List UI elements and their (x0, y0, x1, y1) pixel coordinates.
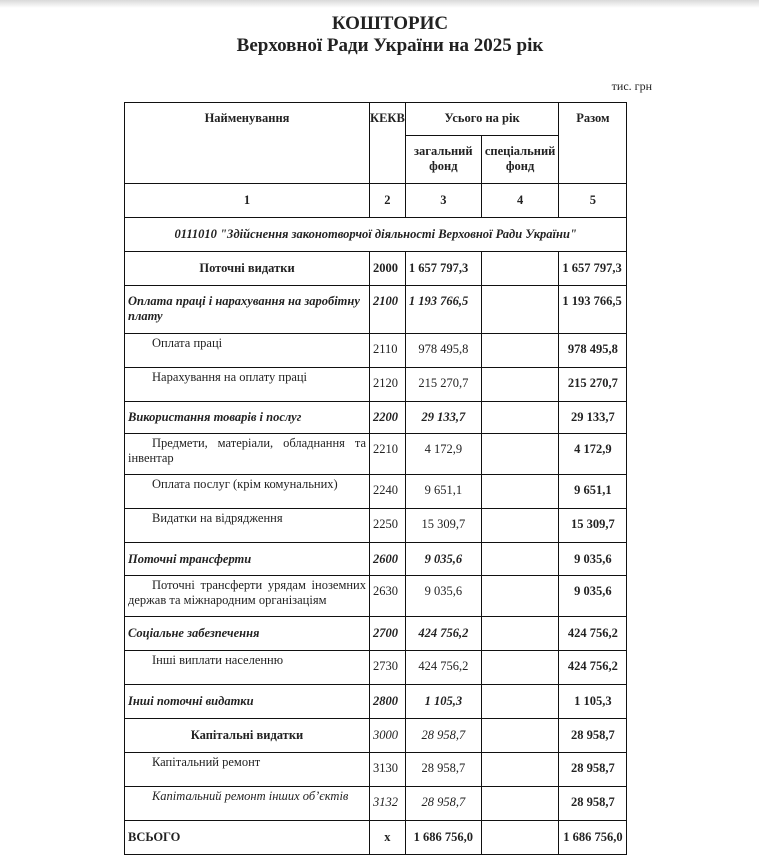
row-name: Інші поточні видатки (125, 685, 370, 719)
total-row (125, 821, 627, 855)
program-row (125, 218, 627, 252)
row-name: Капітальні видатки (125, 719, 370, 753)
table-row (125, 787, 627, 821)
table-row (125, 753, 627, 787)
column-numbers-row (125, 184, 627, 218)
row-name: Оплата праці і нарахування на заробітну плату (125, 286, 370, 334)
row-general: 28 958,7 (405, 719, 481, 753)
row-total: 9 035,6 (559, 576, 627, 617)
row-name: Поточні видатки (125, 252, 370, 286)
row-special (481, 753, 559, 787)
table-row (125, 617, 627, 651)
row-kekv: 2210 (370, 434, 406, 475)
table-row (125, 475, 627, 509)
row-special (481, 685, 559, 719)
total-special (481, 821, 559, 855)
row-general: 1 105,3 (405, 685, 481, 719)
row-kekv: 2700 (370, 617, 406, 651)
row-total: 28 958,7 (559, 753, 627, 787)
header-name: Найменування (125, 103, 370, 184)
row-name: Поточні трансферти урядам іноземних держав та міжнародним організаціям (125, 576, 370, 617)
header-row (125, 103, 627, 136)
row-name: Нарахування на оплату праці (125, 368, 370, 402)
row-name: Капітальний ремонт (125, 753, 370, 787)
header-general-fund: загальний фонд (405, 136, 481, 184)
colnum-2: 2 (370, 184, 406, 218)
row-general: 9 035,6 (405, 576, 481, 617)
row-general: 9 035,6 (405, 543, 481, 576)
row-general: 28 958,7 (405, 787, 481, 821)
row-general: 1 657 797,3 (405, 252, 481, 286)
row-total: 978 495,8 (559, 334, 627, 368)
row-kekv: 2800 (370, 685, 406, 719)
header-special-fund: спеціальний фонд (481, 136, 559, 184)
row-kekv: 2100 (370, 286, 406, 334)
row-name: Поточні трансферти (125, 543, 370, 576)
table-row (125, 543, 627, 576)
row-kekv: 2630 (370, 576, 406, 617)
table-row (125, 434, 627, 475)
row-special (481, 475, 559, 509)
row-general: 424 756,2 (405, 617, 481, 651)
row-special (481, 787, 559, 821)
row-kekv: 2110 (370, 334, 406, 368)
row-special (481, 334, 559, 368)
total-label: ВСЬОГО (125, 821, 370, 855)
row-name: Капітальний ремонт інших об’єктів (125, 787, 370, 821)
row-general: 1 193 766,5 (405, 286, 481, 334)
row-special (481, 252, 559, 286)
row-special (481, 286, 559, 334)
table-row (125, 685, 627, 719)
row-name: Соціальне забезпечення (125, 617, 370, 651)
row-kekv: 2600 (370, 543, 406, 576)
row-general: 978 495,8 (405, 334, 481, 368)
row-special (481, 617, 559, 651)
row-kekv: 3132 (370, 787, 406, 821)
row-total: 9 035,6 (559, 543, 627, 576)
total-general: 1 686 756,0 (405, 821, 481, 855)
row-total: 15 309,7 (559, 509, 627, 543)
colnum-3: 3 (405, 184, 481, 218)
row-general: 29 133,7 (405, 402, 481, 434)
colnum-5: 5 (559, 184, 627, 218)
program-title: 0111010 "Здійснення законотворчої діяльності Верховної Ради України" (125, 218, 627, 252)
table-row (125, 576, 627, 617)
colnum-4: 4 (481, 184, 559, 218)
row-general: 15 309,7 (405, 509, 481, 543)
row-kekv: 2240 (370, 475, 406, 509)
row-name: Інші виплати населенню (125, 651, 370, 685)
total-sum: 1 686 756,0 (559, 821, 627, 855)
header-sum: Разом (559, 103, 627, 184)
units-label: тис. грн (611, 79, 652, 93)
row-kekv: 2000 (370, 252, 406, 286)
row-special (481, 576, 559, 617)
colnum-1: 1 (125, 184, 370, 218)
header-total-year: Усього на рік (405, 103, 559, 136)
row-kekv: 3130 (370, 753, 406, 787)
row-special (481, 402, 559, 434)
row-name: Видатки на відрядження (125, 509, 370, 543)
row-special (481, 543, 559, 576)
table-row (125, 402, 627, 434)
table-row (125, 509, 627, 543)
row-general: 215 270,7 (405, 368, 481, 402)
table-row (125, 252, 627, 286)
row-total: 1 657 797,3 (559, 252, 627, 286)
row-name: Оплата праці (125, 334, 370, 368)
row-name: Оплата послуг (крім комунальних) (125, 475, 370, 509)
budget-table (124, 102, 627, 855)
row-kekv: 2730 (370, 651, 406, 685)
row-kekv: 2200 (370, 402, 406, 434)
row-total: 4 172,9 (559, 434, 627, 475)
row-name: Використання товарів і послуг (125, 402, 370, 434)
document-subtitle: Верховної Ради України на 2025 рік (236, 35, 544, 56)
row-total: 215 270,7 (559, 368, 627, 402)
row-kekv: 2250 (370, 509, 406, 543)
row-special (481, 719, 559, 753)
row-special (481, 434, 559, 475)
table-row (125, 368, 627, 402)
row-general: 424 756,2 (405, 651, 481, 685)
total-kekv: x (370, 821, 406, 855)
row-total: 424 756,2 (559, 617, 627, 651)
row-special (481, 651, 559, 685)
document-title: КОШТОРИС (331, 13, 449, 34)
row-total: 28 958,7 (559, 787, 627, 821)
table-row (125, 286, 627, 334)
row-total: 9 651,1 (559, 475, 627, 509)
table-row (125, 719, 627, 753)
row-name: Предмети, матеріали, обладнання та інвентар (125, 434, 370, 475)
table-row (125, 334, 627, 368)
header-kekv: КЕКВ (370, 103, 406, 184)
row-special (481, 368, 559, 402)
row-general: 9 651,1 (405, 475, 481, 509)
row-total: 28 958,7 (559, 719, 627, 753)
row-kekv: 2120 (370, 368, 406, 402)
row-total: 29 133,7 (559, 402, 627, 434)
row-general: 4 172,9 (405, 434, 481, 475)
row-special (481, 509, 559, 543)
row-total: 1 193 766,5 (559, 286, 627, 334)
row-total: 424 756,2 (559, 651, 627, 685)
row-general: 28 958,7 (405, 753, 481, 787)
table-row (125, 651, 627, 685)
top-shadow (0, 0, 759, 8)
row-kekv: 3000 (370, 719, 406, 753)
row-total: 1 105,3 (559, 685, 627, 719)
